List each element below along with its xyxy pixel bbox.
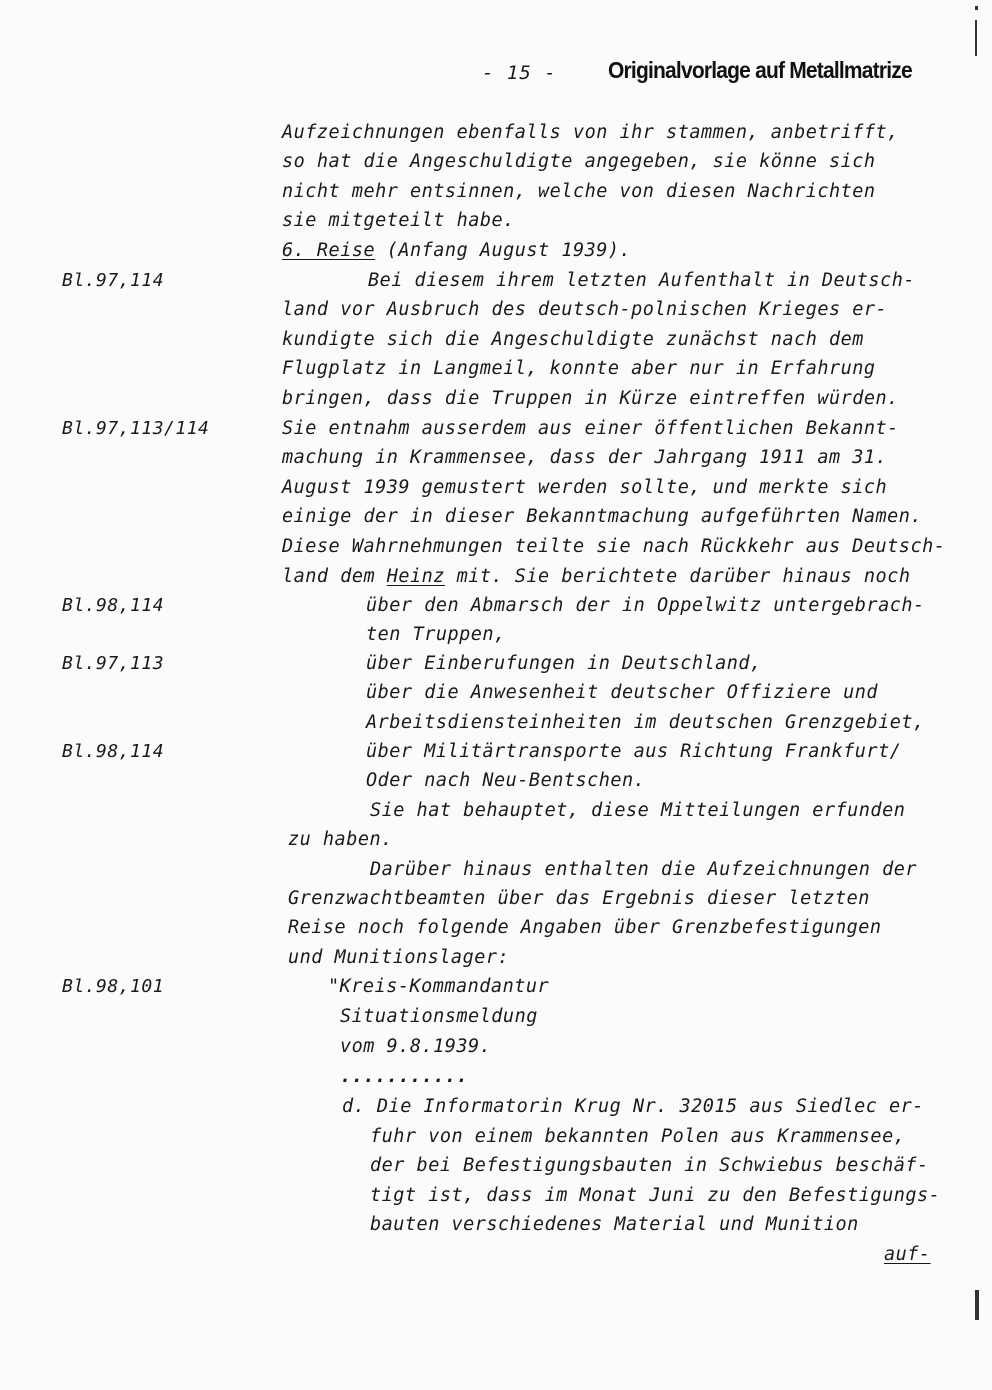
- body-line: land vor Ausbruch des deutsch-polnischen Krieges er-: [282, 299, 888, 320]
- quote-line: der bei Befestigungsbauten in Schwiebus beschäf-: [370, 1155, 929, 1176]
- body-line: nicht mehr entsinnen, welche von diesen Nachrichten: [282, 181, 876, 202]
- quote-line: "Kreis-Kommandantur: [328, 976, 550, 997]
- quote-line: fuhr von einem bekannten Polen aus Krammensee,: [370, 1126, 906, 1147]
- ellipsis-line: ...........: [340, 1066, 469, 1087]
- quote-line: bauten verschiedenes Material und Munition: [370, 1214, 859, 1235]
- body-line: bringen, dass die Truppen in Kürze eintreffen würden.: [282, 388, 899, 409]
- margin-ref: Bl.98,101: [62, 976, 165, 997]
- list-item: über die Anwesenheit deutscher Offiziere und: [366, 682, 879, 703]
- body-line: machung in Krammensee, dass der Jahrgang 1911 am 31.: [282, 447, 888, 468]
- margin-ref: Bl.98,114: [62, 595, 165, 616]
- body-line: Bei diesem ihrem letzten Aufenthalt in Deutsch-: [368, 270, 915, 291]
- body-line: und Munitionslager:: [288, 947, 510, 968]
- body-line: sie mitgeteilt habe.: [282, 210, 515, 231]
- quote-line: tigt ist, dass im Monat Juni zu den Befestigungs-: [370, 1185, 941, 1206]
- body-line: so hat die Angeschuldigte angegeben, sie könne sich: [282, 151, 876, 172]
- heinz-line-end: mit. Sie berichtete darüber hinaus noch: [444, 566, 911, 587]
- body-line: Sie entnahm ausserdem aus einer öffentlichen Bekannt-: [282, 418, 899, 439]
- list-item: ten Truppen,: [366, 624, 506, 645]
- scan-mark: [975, 20, 977, 56]
- scan-mark: [975, 6, 978, 10]
- body-line: kundigte sich die Angeschuldigte zunächst nach dem: [282, 329, 864, 350]
- margin-ref: Bl.97,113: [62, 653, 165, 674]
- body-line: Reise noch folgende Angaben über Grenzbefestigungen: [288, 917, 882, 938]
- body-line: Flugplatz in Langmeil, konnte aber nur in Erfahrung: [282, 358, 876, 379]
- journey-heading: 6. Reise: [282, 240, 376, 261]
- page-number: - 15 -: [482, 62, 557, 84]
- heinz-line: [282, 566, 910, 588]
- quote-line: vom 9.8.1939.: [340, 1036, 492, 1057]
- continuation-word: auf-: [884, 1244, 931, 1265]
- body-line: Aufzeichnungen ebenfalls von ihr stammen, anbetrifft,: [282, 122, 899, 143]
- body-line: August 1939 gemustert werden sollte, und merkte sich: [282, 477, 888, 498]
- list-item: über Einberufungen in Deutschland,: [366, 653, 762, 674]
- stamp-original-matrix: Originalvorlage auf Metallmatrize: [608, 58, 912, 84]
- body-line: Grenzwachtbeamten über das Ergebnis dieser letzten: [288, 888, 870, 909]
- quote-line: d. Die Informatorin Krug Nr. 32015 aus Siedlec er-: [342, 1096, 924, 1117]
- body-line: einige der in dieser Bekanntmachung aufgeführten Namen.: [282, 506, 923, 527]
- journey-date: (Anfang August 1939).: [375, 240, 632, 261]
- scan-mark: [975, 1290, 979, 1320]
- list-item: über den Abmarsch der in Oppelwitz untergebrach-: [366, 595, 925, 616]
- quote-line: Situationsmeldung: [340, 1006, 538, 1027]
- list-item: Oder nach Neu-Bentschen.: [366, 770, 646, 791]
- body-line: zu haben.: [288, 829, 393, 850]
- list-item: Arbeitsdiensteinheiten im deutschen Grenzgebiet,: [366, 712, 925, 733]
- margin-ref: Bl.97,113/114: [62, 418, 210, 439]
- body-line: Darüber hinaus enthalten die Aufzeichnungen der: [370, 859, 917, 880]
- body-line: Diese Wahrnehmungen teilte sie nach Rückkehr aus Deutsch-: [282, 536, 946, 557]
- body-line: Sie hat behauptet, diese Mitteilungen erfunden: [370, 800, 906, 821]
- margin-ref: Bl.98,114: [62, 741, 165, 762]
- name-heinz: Heinz: [386, 566, 445, 587]
- margin-ref: Bl.97,114: [62, 270, 165, 291]
- list-item: über Militärtransporte aus Richtung Frankfurt/: [366, 741, 902, 762]
- heinz-line-start: land dem: [282, 566, 387, 587]
- journey-heading-line: [282, 240, 631, 262]
